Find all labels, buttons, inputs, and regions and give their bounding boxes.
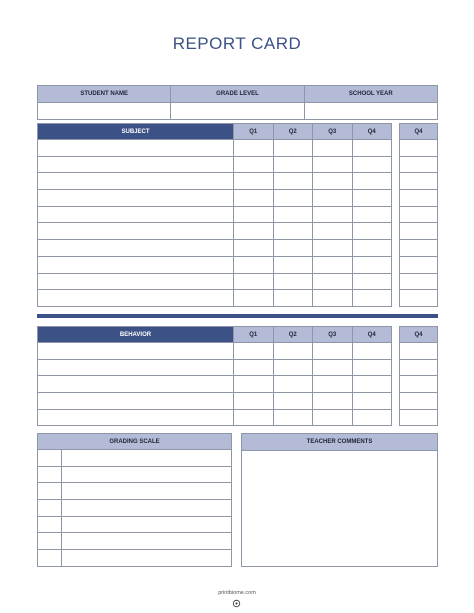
grade-cell[interactable] xyxy=(38,533,62,550)
subject-row xyxy=(38,190,392,207)
grade-cell[interactable] xyxy=(313,173,353,190)
school-year-header: SCHOOL YEAR xyxy=(304,86,437,103)
subject-extra-row xyxy=(400,206,438,223)
q1-header: Q1 xyxy=(234,124,274,140)
grade-cell[interactable] xyxy=(400,376,438,393)
subject-extra-rows xyxy=(400,140,438,307)
grade-cell[interactable] xyxy=(313,290,353,307)
grade-cell[interactable] xyxy=(352,359,392,376)
grade-cell[interactable] xyxy=(273,376,313,393)
grade-cell[interactable] xyxy=(313,343,353,360)
grade-cell[interactable] xyxy=(352,343,392,360)
behavior-extra-rows xyxy=(400,343,438,426)
grade-cell[interactable] xyxy=(313,256,353,273)
q3-header: Q3 xyxy=(313,327,353,343)
q4-header: Q4 xyxy=(352,327,392,343)
grade-cell[interactable] xyxy=(400,173,438,190)
grade-cell[interactable] xyxy=(38,500,62,517)
grade-cell[interactable] xyxy=(234,376,274,393)
grade-cell[interactable] xyxy=(352,190,392,207)
student-name-field[interactable] xyxy=(38,103,171,120)
grading-scale-row xyxy=(38,550,232,567)
q3-header: Q3 xyxy=(313,124,353,140)
behavior-row xyxy=(38,359,392,376)
grade-cell[interactable] xyxy=(313,223,353,240)
student-info-table xyxy=(37,85,438,120)
grade-cell[interactable] xyxy=(234,343,274,360)
section-divider xyxy=(37,314,438,318)
grade-cell[interactable] xyxy=(313,156,353,173)
grade-cell[interactable] xyxy=(38,343,234,360)
q1-header: Q1 xyxy=(234,327,274,343)
grade-cell[interactable] xyxy=(352,206,392,223)
grade-cell[interactable] xyxy=(400,190,438,207)
grade-cell[interactable] xyxy=(38,173,234,190)
grade-cell[interactable] xyxy=(38,156,234,173)
grading-scale-row xyxy=(38,450,232,467)
grade-cell[interactable] xyxy=(273,359,313,376)
subject-extra-row xyxy=(400,273,438,290)
grading-scale-row xyxy=(38,516,232,533)
grade-cell[interactable] xyxy=(352,173,392,190)
behavior-extra-row xyxy=(400,343,438,360)
grade-cell[interactable] xyxy=(38,140,234,157)
grade-cell[interactable] xyxy=(234,140,274,157)
grade-cell[interactable] xyxy=(400,359,438,376)
grade-cell[interactable] xyxy=(62,500,232,517)
grade-cell[interactable] xyxy=(273,190,313,207)
subject-row xyxy=(38,173,392,190)
grade-cell[interactable] xyxy=(313,140,353,157)
subject-row xyxy=(38,240,392,257)
grade-cell[interactable] xyxy=(400,240,438,257)
q2-header: Q2 xyxy=(273,124,313,140)
grade-cell[interactable] xyxy=(38,483,62,500)
grade-cell[interactable] xyxy=(400,223,438,240)
grade-cell[interactable] xyxy=(38,359,234,376)
grade-cell[interactable] xyxy=(400,343,438,360)
grade-cell[interactable] xyxy=(38,290,234,307)
behavior-extra-row xyxy=(400,376,438,393)
grade-cell[interactable] xyxy=(313,240,353,257)
grade-cell[interactable] xyxy=(313,206,353,223)
subject-extra-row xyxy=(400,240,438,257)
grade-cell[interactable] xyxy=(38,450,62,467)
subject-row xyxy=(38,223,392,240)
teacher-comments-header: TEACHER COMMENTS xyxy=(242,434,437,451)
grade-cell[interactable] xyxy=(313,409,353,426)
grade-cell[interactable] xyxy=(38,273,234,290)
behavior-row xyxy=(38,393,392,410)
student-name-header: STUDENT NAME xyxy=(38,86,171,103)
subject-extra-row xyxy=(400,290,438,307)
grade-cell[interactable] xyxy=(234,256,274,273)
grade-cell[interactable] xyxy=(352,393,392,410)
grade-cell[interactable] xyxy=(234,240,274,257)
grade-cell[interactable] xyxy=(38,516,62,533)
grade-cell[interactable] xyxy=(273,273,313,290)
teacher-comments-field[interactable] xyxy=(242,451,437,566)
subject-header: SUBJECT xyxy=(38,124,234,140)
extra-q4-header: Q4 xyxy=(400,124,438,140)
subject-rows xyxy=(38,140,392,307)
grade-cell[interactable] xyxy=(273,156,313,173)
grade-cell[interactable] xyxy=(352,290,392,307)
grade-cell[interactable] xyxy=(38,376,234,393)
grade-cell[interactable] xyxy=(273,290,313,307)
behavior-extra-row xyxy=(400,393,438,410)
grade-cell[interactable] xyxy=(273,173,313,190)
school-year-field[interactable] xyxy=(304,103,437,120)
grade-cell[interactable] xyxy=(273,223,313,240)
behavior-header: BEHAVIOR xyxy=(38,327,234,343)
grade-cell[interactable] xyxy=(273,343,313,360)
extra-q4-header: Q4 xyxy=(400,327,438,343)
grade-cell[interactable] xyxy=(234,290,274,307)
grading-scale-rows xyxy=(38,450,232,567)
grade-cell[interactable] xyxy=(352,140,392,157)
behavior-extra-table xyxy=(399,326,438,426)
grade-cell[interactable] xyxy=(234,393,274,410)
behavior-extra-row xyxy=(400,359,438,376)
grade-cell[interactable] xyxy=(352,240,392,257)
subject-row xyxy=(38,290,392,307)
subject-grades-table xyxy=(37,123,392,307)
grade-cell[interactable] xyxy=(38,393,234,410)
grade-cell[interactable] xyxy=(400,409,438,426)
grade-cell[interactable] xyxy=(400,273,438,290)
subject-extra-table xyxy=(399,123,438,307)
grade-cell[interactable] xyxy=(352,273,392,290)
grade-cell[interactable] xyxy=(352,409,392,426)
grade-cell[interactable] xyxy=(234,206,274,223)
subject-row xyxy=(38,140,392,157)
grade-cell[interactable] xyxy=(313,376,353,393)
grading-scale-row xyxy=(38,466,232,483)
grade-level-header: GRADE LEVEL xyxy=(171,86,304,103)
grade-cell[interactable] xyxy=(273,206,313,223)
grade-cell[interactable] xyxy=(62,450,232,467)
grade-cell[interactable] xyxy=(273,240,313,257)
subject-row xyxy=(38,256,392,273)
behavior-row xyxy=(38,409,392,426)
grade-cell[interactable] xyxy=(234,190,274,207)
grade-cell[interactable] xyxy=(400,393,438,410)
grade-cell[interactable] xyxy=(352,156,392,173)
grading-scale-row xyxy=(38,483,232,500)
subject-extra-row xyxy=(400,140,438,157)
subject-extra-row xyxy=(400,256,438,273)
subject-extra-row xyxy=(400,223,438,240)
grade-cell[interactable] xyxy=(62,516,232,533)
grade-cell[interactable] xyxy=(400,256,438,273)
grade-cell[interactable] xyxy=(234,359,274,376)
grading-scale-row xyxy=(38,533,232,550)
grade-cell[interactable] xyxy=(38,409,234,426)
grade-cell[interactable] xyxy=(38,190,234,207)
grade-cell[interactable] xyxy=(313,273,353,290)
subject-extra-row xyxy=(400,190,438,207)
logo-icon xyxy=(232,599,241,608)
grade-cell[interactable] xyxy=(352,256,392,273)
grade-cell[interactable] xyxy=(273,393,313,410)
grade-cell[interactable] xyxy=(313,393,353,410)
grade-cell[interactable] xyxy=(273,140,313,157)
behavior-grades-table xyxy=(37,326,392,426)
grade-cell[interactable] xyxy=(234,156,274,173)
q4-header: Q4 xyxy=(352,124,392,140)
grade-cell[interactable] xyxy=(38,240,234,257)
subject-extra-row xyxy=(400,156,438,173)
grade-cell[interactable] xyxy=(62,466,232,483)
grade-cell[interactable] xyxy=(400,156,438,173)
grade-cell[interactable] xyxy=(234,223,274,240)
page-title: REPORT CARD xyxy=(172,34,302,53)
grade-cell[interactable] xyxy=(62,483,232,500)
grade-cell[interactable] xyxy=(234,273,274,290)
footer-site: printbiome.com xyxy=(218,590,256,596)
grade-cell[interactable] xyxy=(400,206,438,223)
grade-cell[interactable] xyxy=(273,256,313,273)
subject-extra-row xyxy=(400,173,438,190)
grade-cell[interactable] xyxy=(273,409,313,426)
behavior-extra-row xyxy=(400,409,438,426)
behavior-row xyxy=(38,376,392,393)
grading-scale-table xyxy=(37,433,232,567)
q2-header: Q2 xyxy=(273,327,313,343)
behavior-rows xyxy=(38,343,392,426)
grade-cell[interactable] xyxy=(234,409,274,426)
grade-cell[interactable] xyxy=(38,223,234,240)
grade-cell[interactable] xyxy=(62,550,232,567)
grade-cell[interactable] xyxy=(313,190,353,207)
grade-cell[interactable] xyxy=(38,206,234,223)
grade-cell[interactable] xyxy=(38,466,62,483)
teacher-comments-box xyxy=(241,433,438,567)
grade-cell[interactable] xyxy=(234,173,274,190)
grading-scale-row xyxy=(38,500,232,517)
grade-level-field[interactable] xyxy=(171,103,304,120)
grade-cell[interactable] xyxy=(38,550,62,567)
grade-cell[interactable] xyxy=(38,256,234,273)
grade-cell[interactable] xyxy=(352,223,392,240)
grade-cell[interactable] xyxy=(400,140,438,157)
grade-cell[interactable] xyxy=(400,290,438,307)
grade-cell[interactable] xyxy=(62,533,232,550)
grade-cell[interactable] xyxy=(313,359,353,376)
subject-row xyxy=(38,156,392,173)
behavior-row xyxy=(38,343,392,360)
subject-row xyxy=(38,273,392,290)
grade-cell[interactable] xyxy=(352,376,392,393)
subject-row xyxy=(38,206,392,223)
grading-scale-header: GRADING SCALE xyxy=(38,434,232,450)
